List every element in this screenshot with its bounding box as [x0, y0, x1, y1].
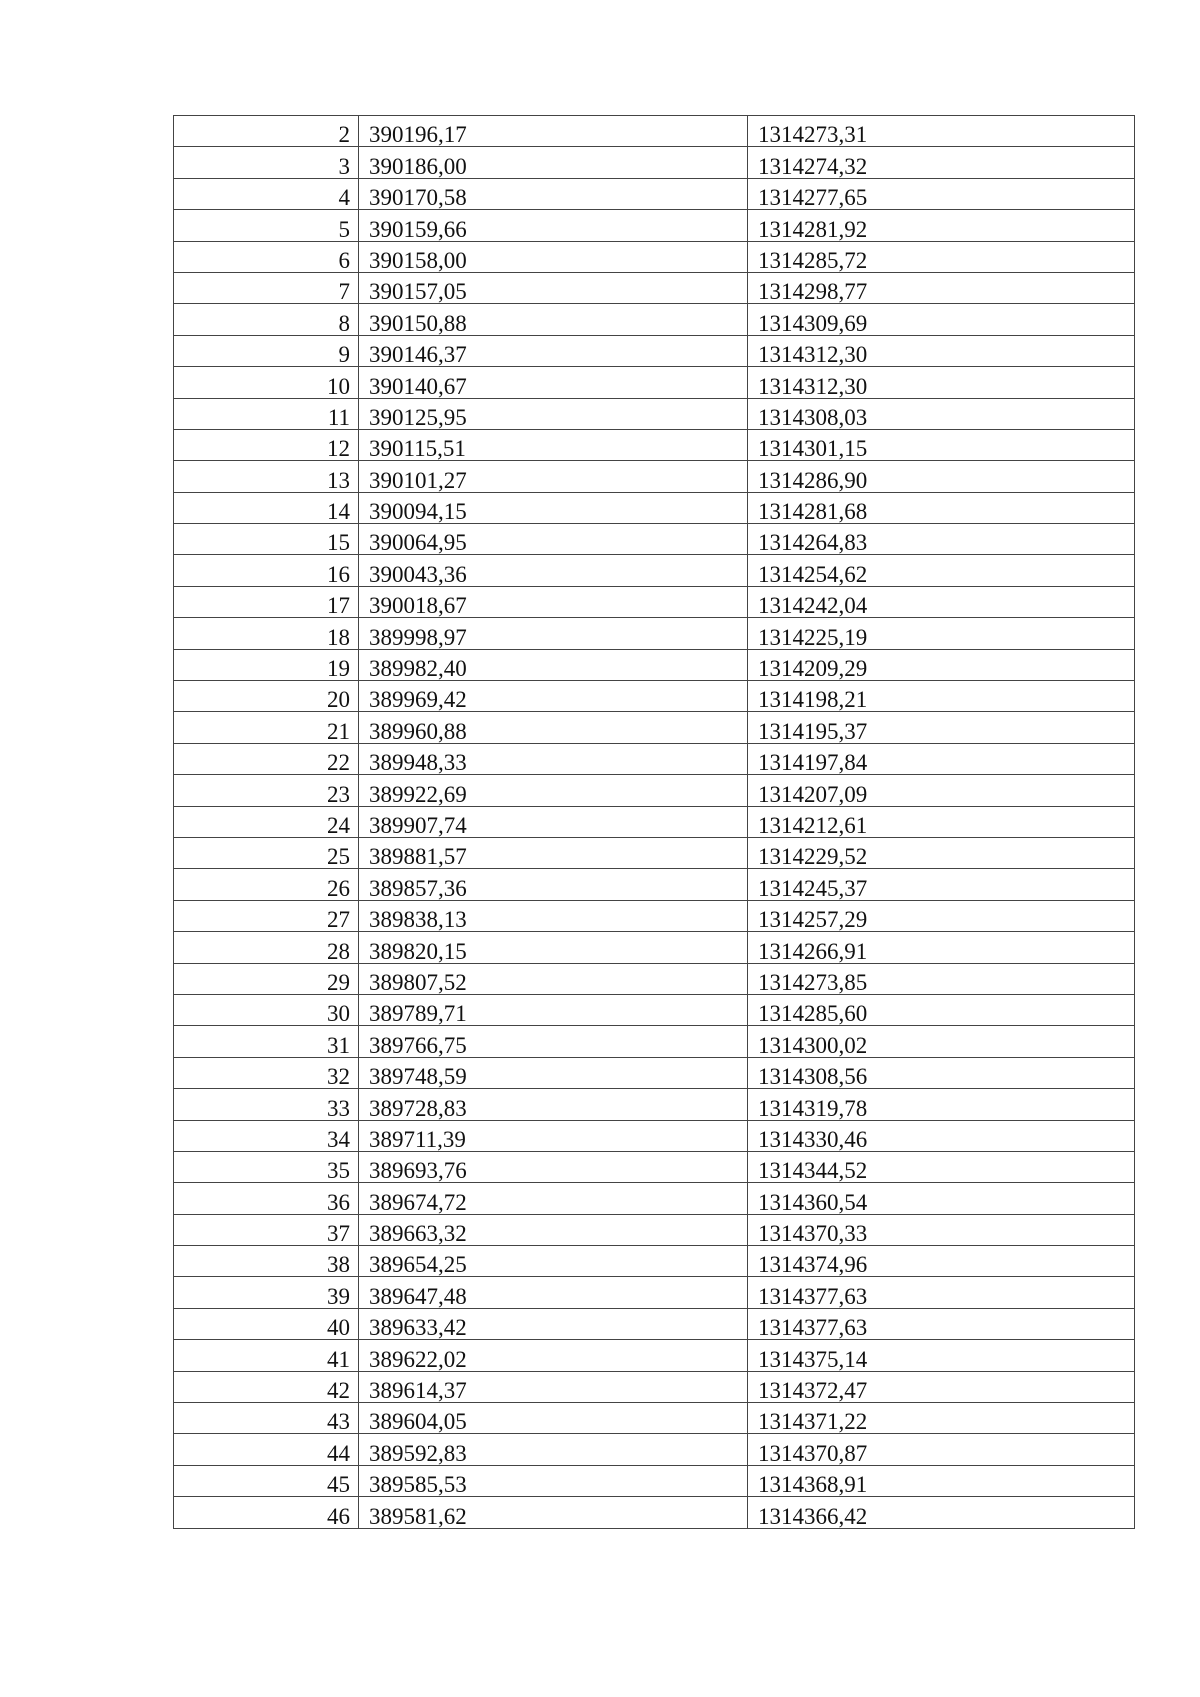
x-coordinate-cell: 389633,42	[359, 1308, 748, 1339]
point-number-cell: 7	[174, 272, 359, 303]
y-coordinate-cell: 1314266,91	[748, 932, 1135, 963]
coordinate-table-body	[174, 116, 1135, 1529]
table-row	[174, 1371, 1135, 1402]
x-coordinate-cell: 390094,15	[359, 492, 748, 523]
x-coordinate-cell: 390170,58	[359, 178, 748, 209]
point-number-cell: 11	[174, 398, 359, 429]
point-number-cell: 36	[174, 1183, 359, 1214]
table-row	[174, 555, 1135, 586]
table-row	[174, 1277, 1135, 1308]
x-coordinate-cell: 389663,32	[359, 1214, 748, 1245]
x-coordinate-cell: 390196,17	[359, 116, 748, 147]
y-coordinate-cell: 1314273,31	[748, 116, 1135, 147]
y-coordinate-cell: 1314212,61	[748, 806, 1135, 837]
table-row	[174, 869, 1135, 900]
y-coordinate-cell: 1314197,84	[748, 743, 1135, 774]
x-coordinate-cell: 389728,83	[359, 1089, 748, 1120]
point-number-cell: 34	[174, 1120, 359, 1151]
x-coordinate-cell: 389647,48	[359, 1277, 748, 1308]
table-row	[174, 806, 1135, 837]
y-coordinate-cell: 1314301,15	[748, 429, 1135, 460]
table-row	[174, 1403, 1135, 1434]
x-coordinate-cell: 390186,00	[359, 147, 748, 178]
table-row	[174, 1497, 1135, 1528]
y-coordinate-cell: 1314368,91	[748, 1465, 1135, 1496]
table-row	[174, 492, 1135, 523]
point-number-cell: 5	[174, 210, 359, 241]
x-coordinate-cell: 390150,88	[359, 304, 748, 335]
point-number-cell: 38	[174, 1246, 359, 1277]
point-number-cell: 31	[174, 1026, 359, 1057]
y-coordinate-cell: 1314308,03	[748, 398, 1135, 429]
y-coordinate-cell: 1314344,52	[748, 1151, 1135, 1182]
y-coordinate-cell: 1314371,22	[748, 1403, 1135, 1434]
y-coordinate-cell: 1314281,92	[748, 210, 1135, 241]
y-coordinate-cell: 1314312,30	[748, 335, 1135, 366]
y-coordinate-cell: 1314274,32	[748, 147, 1135, 178]
point-number-cell: 22	[174, 743, 359, 774]
x-coordinate-cell: 389948,33	[359, 743, 748, 774]
x-coordinate-cell: 389998,97	[359, 618, 748, 649]
y-coordinate-cell: 1314285,60	[748, 994, 1135, 1025]
y-coordinate-cell: 1314277,65	[748, 178, 1135, 209]
x-coordinate-cell: 390018,67	[359, 586, 748, 617]
table-row	[174, 743, 1135, 774]
x-coordinate-cell: 389907,74	[359, 806, 748, 837]
point-number-cell: 30	[174, 994, 359, 1025]
table-row	[174, 932, 1135, 963]
y-coordinate-cell: 1314360,54	[748, 1183, 1135, 1214]
x-coordinate-cell: 389969,42	[359, 681, 748, 712]
point-number-cell: 9	[174, 335, 359, 366]
x-coordinate-cell: 389693,76	[359, 1151, 748, 1182]
x-coordinate-cell: 389766,75	[359, 1026, 748, 1057]
point-number-cell: 37	[174, 1214, 359, 1245]
x-coordinate-cell: 389654,25	[359, 1246, 748, 1277]
table-row	[174, 1026, 1135, 1057]
point-number-cell: 28	[174, 932, 359, 963]
y-coordinate-cell: 1314257,29	[748, 900, 1135, 931]
point-number-cell: 6	[174, 241, 359, 272]
y-coordinate-cell: 1314372,47	[748, 1371, 1135, 1402]
x-coordinate-cell: 390146,37	[359, 335, 748, 366]
table-row	[174, 210, 1135, 241]
point-number-cell: 14	[174, 492, 359, 523]
table-row	[174, 1151, 1135, 1182]
x-coordinate-cell: 389604,05	[359, 1403, 748, 1434]
point-number-cell: 25	[174, 837, 359, 868]
y-coordinate-cell: 1314319,78	[748, 1089, 1135, 1120]
y-coordinate-cell: 1314370,87	[748, 1434, 1135, 1465]
table-row	[174, 272, 1135, 303]
point-number-cell: 23	[174, 775, 359, 806]
x-coordinate-cell: 390158,00	[359, 241, 748, 272]
y-coordinate-cell: 1314198,21	[748, 681, 1135, 712]
x-coordinate-cell: 389982,40	[359, 649, 748, 680]
x-coordinate-cell: 389922,69	[359, 775, 748, 806]
y-coordinate-cell: 1314312,30	[748, 367, 1135, 398]
point-number-cell: 2	[174, 116, 359, 147]
x-coordinate-cell: 389881,57	[359, 837, 748, 868]
table-row	[174, 461, 1135, 492]
y-coordinate-cell: 1314264,83	[748, 524, 1135, 555]
y-coordinate-cell: 1314285,72	[748, 241, 1135, 272]
x-coordinate-cell: 390115,51	[359, 429, 748, 460]
y-coordinate-cell: 1314209,29	[748, 649, 1135, 680]
x-coordinate-cell: 389622,02	[359, 1340, 748, 1371]
table-row	[174, 837, 1135, 868]
y-coordinate-cell: 1314309,69	[748, 304, 1135, 335]
table-row	[174, 618, 1135, 649]
point-number-cell: 21	[174, 712, 359, 743]
point-number-cell: 32	[174, 1057, 359, 1088]
x-coordinate-cell: 389592,83	[359, 1434, 748, 1465]
x-coordinate-cell: 389838,13	[359, 900, 748, 931]
point-number-cell: 33	[174, 1089, 359, 1120]
x-coordinate-cell: 390157,05	[359, 272, 748, 303]
point-number-cell: 19	[174, 649, 359, 680]
point-number-cell: 8	[174, 304, 359, 335]
y-coordinate-cell: 1314370,33	[748, 1214, 1135, 1245]
y-coordinate-cell: 1314308,56	[748, 1057, 1135, 1088]
y-coordinate-cell: 1314286,90	[748, 461, 1135, 492]
table-row	[174, 586, 1135, 617]
x-coordinate-cell: 389960,88	[359, 712, 748, 743]
point-number-cell: 20	[174, 681, 359, 712]
point-number-cell: 41	[174, 1340, 359, 1371]
point-number-cell: 40	[174, 1308, 359, 1339]
table-row	[174, 994, 1135, 1025]
y-coordinate-cell: 1314281,68	[748, 492, 1135, 523]
table-row	[174, 1183, 1135, 1214]
y-coordinate-cell: 1314300,02	[748, 1026, 1135, 1057]
point-number-cell: 13	[174, 461, 359, 492]
y-coordinate-cell: 1314245,37	[748, 869, 1135, 900]
x-coordinate-cell: 390140,67	[359, 367, 748, 398]
y-coordinate-cell: 1314377,63	[748, 1308, 1135, 1339]
table-row	[174, 900, 1135, 931]
table-row	[174, 1465, 1135, 1496]
point-number-cell: 35	[174, 1151, 359, 1182]
x-coordinate-cell: 390043,36	[359, 555, 748, 586]
y-coordinate-cell: 1314377,63	[748, 1277, 1135, 1308]
point-number-cell: 16	[174, 555, 359, 586]
y-coordinate-cell: 1314375,14	[748, 1340, 1135, 1371]
x-coordinate-cell: 389820,15	[359, 932, 748, 963]
table-row	[174, 775, 1135, 806]
coordinate-table	[173, 115, 1135, 1529]
x-coordinate-cell: 389789,71	[359, 994, 748, 1025]
point-number-cell: 42	[174, 1371, 359, 1402]
table-row	[174, 1214, 1135, 1245]
x-coordinate-cell: 389748,59	[359, 1057, 748, 1088]
table-row	[174, 147, 1135, 178]
point-number-cell: 3	[174, 147, 359, 178]
table-row	[174, 1120, 1135, 1151]
table-row	[174, 1057, 1135, 1088]
y-coordinate-cell: 1314207,09	[748, 775, 1135, 806]
y-coordinate-cell: 1314330,46	[748, 1120, 1135, 1151]
y-coordinate-cell: 1314366,42	[748, 1497, 1135, 1528]
table-row	[174, 398, 1135, 429]
table-row	[174, 1089, 1135, 1120]
point-number-cell: 4	[174, 178, 359, 209]
point-number-cell: 39	[174, 1277, 359, 1308]
y-coordinate-cell: 1314229,52	[748, 837, 1135, 868]
x-coordinate-cell: 390125,95	[359, 398, 748, 429]
x-coordinate-cell: 389711,39	[359, 1120, 748, 1151]
y-coordinate-cell: 1314298,77	[748, 272, 1135, 303]
x-coordinate-cell: 390159,66	[359, 210, 748, 241]
table-row	[174, 681, 1135, 712]
y-coordinate-cell: 1314374,96	[748, 1246, 1135, 1277]
table-row	[174, 116, 1135, 147]
table-row	[174, 304, 1135, 335]
table-row	[174, 1340, 1135, 1371]
point-number-cell: 26	[174, 869, 359, 900]
table-row	[174, 335, 1135, 366]
point-number-cell: 27	[174, 900, 359, 931]
table-row	[174, 241, 1135, 272]
y-coordinate-cell: 1314254,62	[748, 555, 1135, 586]
table-row	[174, 649, 1135, 680]
point-number-cell: 44	[174, 1434, 359, 1465]
point-number-cell: 46	[174, 1497, 359, 1528]
x-coordinate-cell: 389581,62	[359, 1497, 748, 1528]
point-number-cell: 18	[174, 618, 359, 649]
y-coordinate-cell: 1314195,37	[748, 712, 1135, 743]
point-number-cell: 10	[174, 367, 359, 398]
table-row	[174, 524, 1135, 555]
x-coordinate-cell: 389857,36	[359, 869, 748, 900]
point-number-cell: 15	[174, 524, 359, 555]
table-row	[174, 963, 1135, 994]
table-row	[174, 712, 1135, 743]
x-coordinate-cell: 389674,72	[359, 1183, 748, 1214]
x-coordinate-cell: 390064,95	[359, 524, 748, 555]
point-number-cell: 24	[174, 806, 359, 837]
point-number-cell: 17	[174, 586, 359, 617]
y-coordinate-cell: 1314242,04	[748, 586, 1135, 617]
table-row	[174, 178, 1135, 209]
table-row	[174, 367, 1135, 398]
x-coordinate-cell: 389585,53	[359, 1465, 748, 1496]
table-row	[174, 1434, 1135, 1465]
x-coordinate-cell: 390101,27	[359, 461, 748, 492]
table-row	[174, 429, 1135, 460]
table-row	[174, 1246, 1135, 1277]
y-coordinate-cell: 1314273,85	[748, 963, 1135, 994]
point-number-cell: 43	[174, 1403, 359, 1434]
point-number-cell: 45	[174, 1465, 359, 1496]
table-row	[174, 1308, 1135, 1339]
point-number-cell: 29	[174, 963, 359, 994]
x-coordinate-cell: 389807,52	[359, 963, 748, 994]
point-number-cell: 12	[174, 429, 359, 460]
x-coordinate-cell: 389614,37	[359, 1371, 748, 1402]
y-coordinate-cell: 1314225,19	[748, 618, 1135, 649]
